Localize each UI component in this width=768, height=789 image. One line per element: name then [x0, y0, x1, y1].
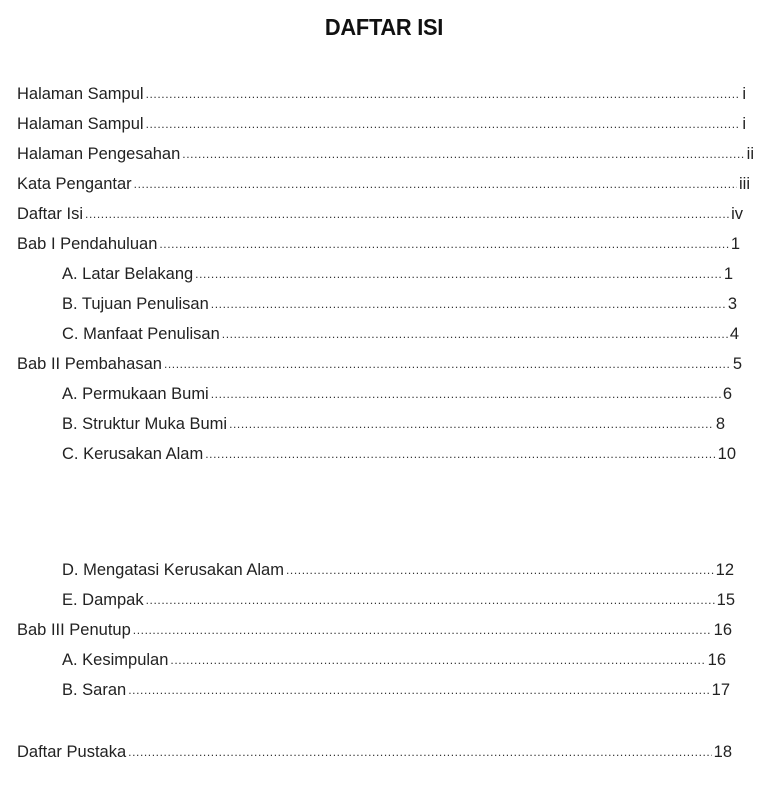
toc-entry-page: 18 — [713, 742, 732, 761]
toc-entry-label: Kata Pengantar — [17, 174, 132, 193]
toc-entry-dampak[interactable] — [62, 589, 735, 611]
toc-entry-label: B. Saran — [62, 680, 127, 699]
dot-leader — [128, 683, 709, 701]
toc-entry-page: 16 — [713, 620, 732, 639]
page-title: DAFTAR ISI — [324, 14, 444, 40]
toc-entry-page: iv — [731, 204, 743, 223]
toc-entry-page: 1 — [730, 234, 740, 253]
toc-entry-page: 3 — [727, 294, 737, 313]
dot-leader — [211, 297, 726, 315]
toc-entry-page: 16 — [707, 650, 726, 669]
toc-entry-page: i — [742, 84, 746, 103]
toc-entry-label: B. Struktur Muka Bumi — [62, 414, 228, 433]
toc-entry-page: i — [742, 114, 746, 133]
toc-entry-label: Daftar Isi — [17, 204, 84, 223]
toc-entry-bab-3[interactable] — [17, 619, 732, 641]
toc-entry-label: A. Permukaan Bumi — [62, 384, 209, 403]
dot-leader — [211, 387, 721, 405]
dot-leader — [133, 623, 712, 641]
toc-entry-label: A. Kesimpulan — [62, 650, 169, 669]
toc-entry-permukaan-bumi[interactable] — [62, 383, 732, 405]
dot-leader — [229, 417, 714, 435]
dot-leader — [159, 237, 728, 255]
toc-entry-tujuan-penulisan[interactable] — [62, 293, 737, 315]
toc-entry-label: C. Kerusakan Alam — [62, 444, 204, 463]
toc-entry-bab-1[interactable] — [17, 233, 740, 255]
toc-entry-struktur-muka-bumi[interactable] — [62, 413, 725, 435]
dot-leader — [195, 267, 722, 285]
toc-entry-label: C. Manfaat Penulisan — [62, 324, 220, 343]
toc-entry-label: D. Mengatasi Kerusakan Alam — [62, 560, 284, 579]
dot-leader — [182, 147, 744, 165]
toc-entry-page: 17 — [711, 680, 730, 699]
toc-entry-page: iii — [739, 174, 750, 193]
toc-entry-label: Bab II Pembahasan — [17, 354, 162, 373]
dot-leader — [128, 745, 712, 763]
toc-entry-bab-2[interactable] — [17, 353, 742, 375]
toc-entry-manfaat-penulisan[interactable] — [62, 323, 739, 345]
toc-entry-daftar-pustaka[interactable] — [17, 741, 732, 763]
dot-leader — [222, 327, 728, 345]
toc-entry-label: E. Dampak — [62, 590, 144, 609]
dot-leader — [164, 357, 731, 375]
dot-leader — [85, 207, 729, 225]
toc-entry-daftar-isi[interactable] — [17, 203, 743, 225]
dot-leader — [146, 593, 715, 611]
dot-leader — [170, 653, 705, 671]
toc-entry-label: Halaman Sampul — [17, 114, 144, 133]
toc-entry-label: Bab III Penutup — [17, 620, 131, 639]
toc-entry-saran[interactable] — [62, 679, 730, 701]
toc-entry-mengatasi-kerusakan-alam[interactable] — [62, 559, 734, 581]
toc-entry-page: 1 — [723, 264, 733, 283]
dot-leader — [286, 563, 714, 581]
toc-entry-label: B. Tujuan Penulisan — [62, 294, 209, 313]
toc-entry-page: 4 — [729, 324, 739, 343]
dot-leader — [134, 177, 737, 195]
toc-entry-label: Halaman Sampul — [17, 84, 144, 103]
toc-entry-halaman-sampul-2[interactable] — [17, 113, 746, 135]
toc-entry-kesimpulan[interactable] — [62, 649, 726, 671]
toc-entry-label: Daftar Pustaka — [17, 742, 127, 761]
toc-entry-page: 6 — [722, 384, 732, 403]
dot-leader — [146, 87, 741, 105]
toc-entry-page: ii — [746, 144, 754, 163]
toc-entry-kerusakan-alam[interactable] — [62, 443, 736, 465]
toc-entry-latar-belakang[interactable] — [62, 263, 733, 285]
toc-entry-halaman-sampul[interactable] — [17, 83, 746, 105]
dot-leader — [205, 447, 715, 465]
toc-entry-label: Bab I Pendahuluan — [17, 234, 158, 253]
toc-entry-label: Halaman Pengesahan — [17, 144, 181, 163]
toc-entry-halaman-pengesahan[interactable] — [17, 143, 754, 165]
toc-entry-page: 12 — [715, 560, 734, 579]
dot-leader — [146, 117, 741, 135]
toc-entry-page: 8 — [715, 414, 725, 433]
toc-entry-kata-pengantar[interactable] — [17, 173, 750, 195]
toc-entry-page: 10 — [717, 444, 736, 463]
toc-entry-label: A. Latar Belakang — [62, 264, 194, 283]
toc-entry-page: 5 — [732, 354, 742, 373]
toc-entry-page: 15 — [716, 590, 735, 609]
